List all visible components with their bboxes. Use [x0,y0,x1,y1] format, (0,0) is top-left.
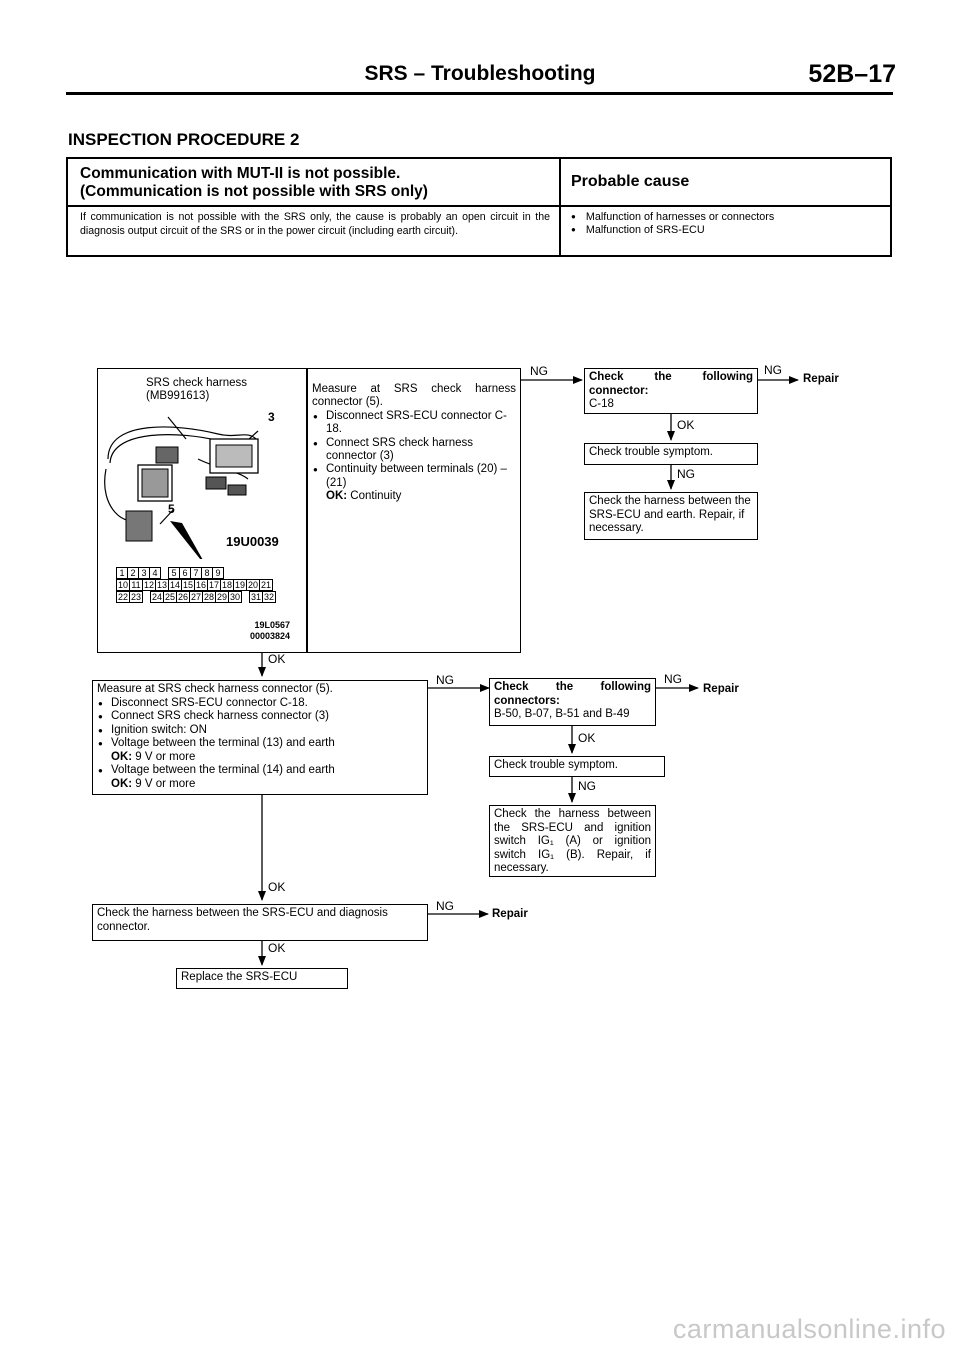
connector-terminal: 8 [201,567,213,579]
connector-row [116,591,275,603]
repair-label: Repair [703,683,739,695]
connector-terminal: 15 [182,580,193,590]
ok-label: OK [677,418,695,432]
page-title: SRS – Troubleshooting [364,62,596,85]
figure-codes: 19L0567 00003824 [249,620,290,641]
connector-terminal: 5 [168,567,180,579]
ng-label: NG [436,673,454,687]
connector-terminal: 14 [169,580,180,590]
branch1-symptom-box: Check trouble symptom. [584,443,758,465]
connector-terminal: 18 [221,580,232,590]
ng-label: NG [578,779,596,793]
connector-terminal: 24 [151,592,162,602]
connector-terminal: 9 [212,567,224,579]
connector-terminal: 28 [203,592,214,602]
connector-terminal: 31 [250,592,261,602]
connector-terminal: 11 [129,579,143,591]
page-number: 52B–17 [808,60,896,88]
connector-terminal: 3 [138,567,150,579]
procedure-title: INSPECTION PROCEDURE 2 [68,130,300,149]
connector-terminal: 26 [177,592,188,602]
branch1-harness-box: Check the harness between the SRS-ECU and earth. Repair, if necessary. [584,492,758,540]
connector-terminal: 30 [229,592,240,602]
ng-label: NG [530,364,548,378]
branch2-check-box: Check the following connectors: B-50, B-07, B-51 and B-49 [489,678,656,726]
step1-text: Measure at SRS check harness connector (5). ● Disconnect SRS-ECU connector C-18. ● Connect SRS check harness connector (3) ● Continuity between terminals (20) – (21) OK: Continuity [312,383,516,504]
branch2-harness-box: Check the harness between the SRS-ECU and ignition switch IG₁ (A) or ignition switch IG₁ (B). Repair, if necessary. [489,805,656,877]
ok-label: OK [268,941,286,955]
table-heading: Communication with MUT-II is not possible. (Communication is not possible with SRS only) [80,165,428,200]
connector-row [116,579,275,591]
connector-terminal: 6 [179,567,191,579]
repair-label: Repair [492,908,528,920]
ok-label: OK [578,731,596,745]
connector-row [116,567,275,579]
connector-terminal: 12 [143,580,154,590]
connector-blank [241,591,249,601]
connector-terminal: 27 [190,592,201,602]
ng-label: NG [436,899,454,913]
ng-label: NG [677,467,695,481]
ng-label: NG [764,363,782,377]
connector-terminal: 21 [260,580,271,590]
connector-terminal: 32 [263,592,274,602]
connector-terminal: 1 [116,567,128,579]
repair-label: Repair [803,373,839,385]
symptom-description: If communication is not possible with the SRS only, the cause is probably an open circuit in the diagnosis output circuit of the SRS or in the power circuit (including earth circuit). [80,211,550,237]
ng-label: NG [664,672,682,686]
harness-label: SRS check harness (MB991613) [146,377,247,402]
connector-terminal: 13 [156,580,167,590]
connector-terminal: 4 [149,567,161,579]
callout-5: 5 [168,502,175,516]
connector-terminal: 10 [117,580,128,590]
figure-code: 19U0039 [226,534,279,549]
branch2-symptom-box: Check trouble symptom. [489,756,665,777]
step1-box [97,368,521,653]
connector-terminal: 17 [208,580,219,590]
watermark: carmanualsonline.info [672,1314,946,1344]
branch1-check-box: Check the following connector: C-18 [584,368,758,414]
ok-label: OK [268,880,286,894]
ok-label: OK [268,652,286,666]
step2-box: Measure at SRS check harness connector (5). ● Disconnect SRS-ECU connector C-18. ● Connect SRS check harness connector (3) ● Ignition switch: ON ● Voltage between the terminal (13) and earth OK: 9 V or more ● Voltage between the terminal (14) and earth OK: 9 V or more [92,680,428,795]
cause-item: ● Malfunction of SRS-ECU [571,224,774,237]
connector-terminal: 20 [247,580,258,590]
connector-terminal: 22 [117,592,128,602]
cause-item: ● Malfunction of harnesses or connectors [571,211,774,224]
connector-terminal: 2 [127,567,139,579]
connector-terminal: 16 [195,580,206,590]
callout-3: 3 [268,410,275,424]
connector-terminal: 7 [190,567,202,579]
cause-heading: Probable cause [571,173,690,190]
connector-blank [160,567,168,577]
final-box: Replace the SRS-ECU [176,968,348,989]
connector-blank [142,591,150,601]
step3-box: Check the harness between the SRS-ECU and diagnosis connector. [92,904,428,941]
connector-terminal: 25 [164,592,175,602]
connector-terminal: 23 [130,592,141,602]
connector-terminal: 29 [216,592,227,602]
connector-terminal-grid [116,567,275,603]
connector-terminal: 19 [234,580,245,590]
